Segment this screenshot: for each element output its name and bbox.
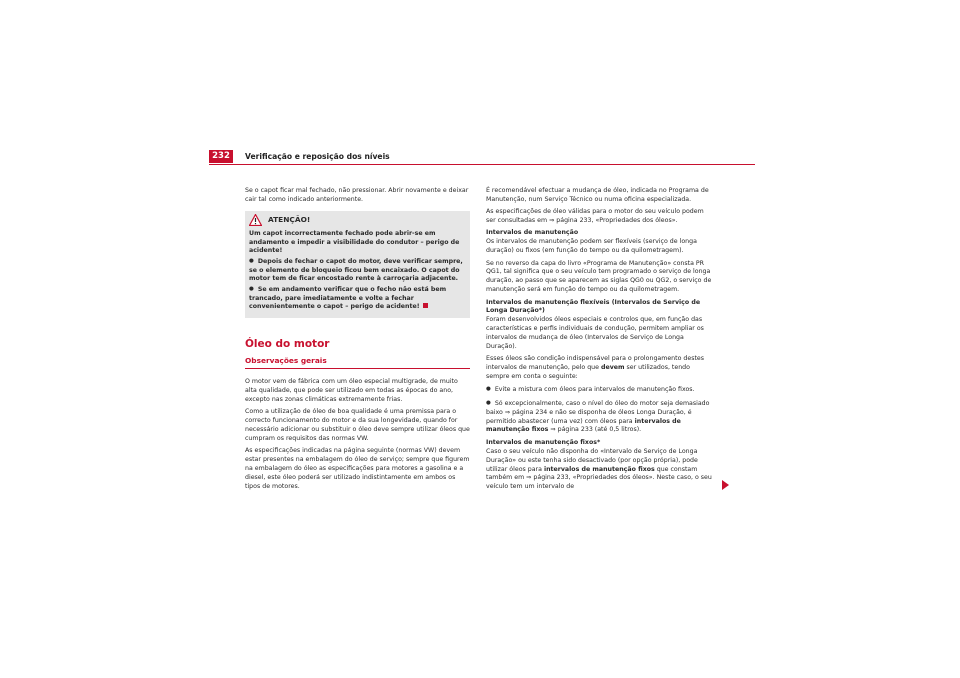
heading-fixed-intervals: Intervalos de manutenção fixos* (486, 438, 601, 446)
header-rule (209, 164, 755, 165)
paragraph: É recomendável efectuar a mudança de óleo, indicada no Programa de Manutenção, num Serviço Técnico ou numa oficina especializada. (486, 187, 709, 203)
left-column (245, 187, 470, 495)
section-title: Óleo do motor (245, 338, 330, 351)
page-number: 232 (209, 150, 233, 163)
paragraph: Os intervalos de manutenção podem ser flexíveis (serviço de longa duração) ou fixos (em função do tempo ou da quilometragem). (486, 238, 697, 255)
heading-flexible-intervals: Intervalos de manutenção flexíveis (Intervalos de Serviço de Longa Duração*) (486, 298, 701, 315)
intro-paragraph: Se o capot ficar mal fechado, não pressionar. Abrir novamente e deixar cair tal como indicado anteriormente. (245, 187, 469, 203)
paragraph: As especificações de óleo válidas para o motor do seu veículo podem ser consultadas em ⇒ página 233, «Propriedades dos óleos». (486, 208, 704, 225)
warning-header (249, 214, 466, 227)
warning-bullet-2: ● Se em andamento verificar que o fecho não está bem trancado, pare imediatamente e volte a fechar convenientemente o capot – perigo de acidente! (249, 285, 466, 312)
subsection-title: Observações gerais (245, 356, 470, 369)
paragraph: As especificações indicadas na página seguinte (normas VW) devem estar presentes na embalagem do óleo de serviço; sempre que figurem na embalagem do óleo as especificações para motores a gasolina e a diesel, este óleo poderá ser utilizado indistintamente em ambos os tipos de motores. (245, 447, 470, 490)
paragraph: Foram desenvolvidos óleos especiais e controlos que, em função das características e perfis individuais de condução, permitem ampliar os intervalos de mudança de óleo (Intervalos de Serviço de Longa Duração). (486, 316, 704, 351)
continue-arrow-icon (722, 480, 729, 490)
section-end-icon (423, 303, 428, 308)
bullet-item: ● Só excepcionalmente, caso o nível do óleo do motor seja demasiado baixo ⇒ página 234 e não se disponha de óleos Longa Duração, é permitido abastecer (uma vez) com óleos para intervalos de manutenção fixos ⇒ página 233 (até 0,5 litros). (486, 399, 712, 436)
warning-title: ATENÇÃO! (268, 214, 311, 224)
warning-box (245, 211, 470, 318)
warning-bullet-1: ● Depois de fechar o capot do motor, deve verificar sempre, se o elemento de bloqueio ficou bem encaixado. O capot do motor tem de ficar encostado rente à carroçaria adjacente. (249, 257, 466, 284)
right-column (486, 187, 712, 496)
paragraph: O motor vem de fábrica com um óleo especial multigrade, de muito alta qualidade, que pode ser utilizado em todas as épocas do ano, excepto nas zonas climáticas extremamente frias. (245, 378, 458, 403)
paragraph: Esses óleos são condição indispensável para o prolongamento destes intervalos de manutenção, pelo que devem ser utilizados, tendo sempre em conta o seguinte: (486, 355, 705, 381)
paragraph: Se no reverso da capa do livro «Programa de Manutenção» consta PR QG1, tal significa que o seu veículo tem programado o serviço de longa duração, ao passo que se aparecem as siglas QG0 ou QG2, o serviço de manutenção será em função do tempo ou da quilometragem. (486, 259, 712, 294)
warning-lead: Um capot incorrectamente fechado pode abrir-se em andamento e impedir a visibilidade do condutor – perigo de acidente! (249, 229, 460, 255)
page-title: Verificação e reposição dos níveis (245, 152, 390, 161)
heading-maintenance-intervals: Intervalos de manutenção (486, 229, 579, 237)
warning-icon (249, 214, 262, 226)
paragraph: Caso o seu veículo não disponha do «Intervalo de Serviço de Longa Duração» ou este tenha sido desactivado (por opção própria), pode utilizar óleos para intervalos de manutenção fixos que constam também em ⇒ página 233, «Propriedades dos óleos». Neste caso, o seu veículo tem um intervalo de (486, 447, 712, 491)
paragraph: Como a utilização de óleo de boa qualidade é uma premissa para o correcto funcionamento do motor e da sua longevidade, quando for necessário adicionar ou substituir o óleo deve sempre utilizar óleos que cumpram os requisitos das normas VW. (245, 408, 470, 442)
bullet-item: ● Evite a mistura com óleos para intervalos de manutenção fixos. (486, 385, 712, 395)
